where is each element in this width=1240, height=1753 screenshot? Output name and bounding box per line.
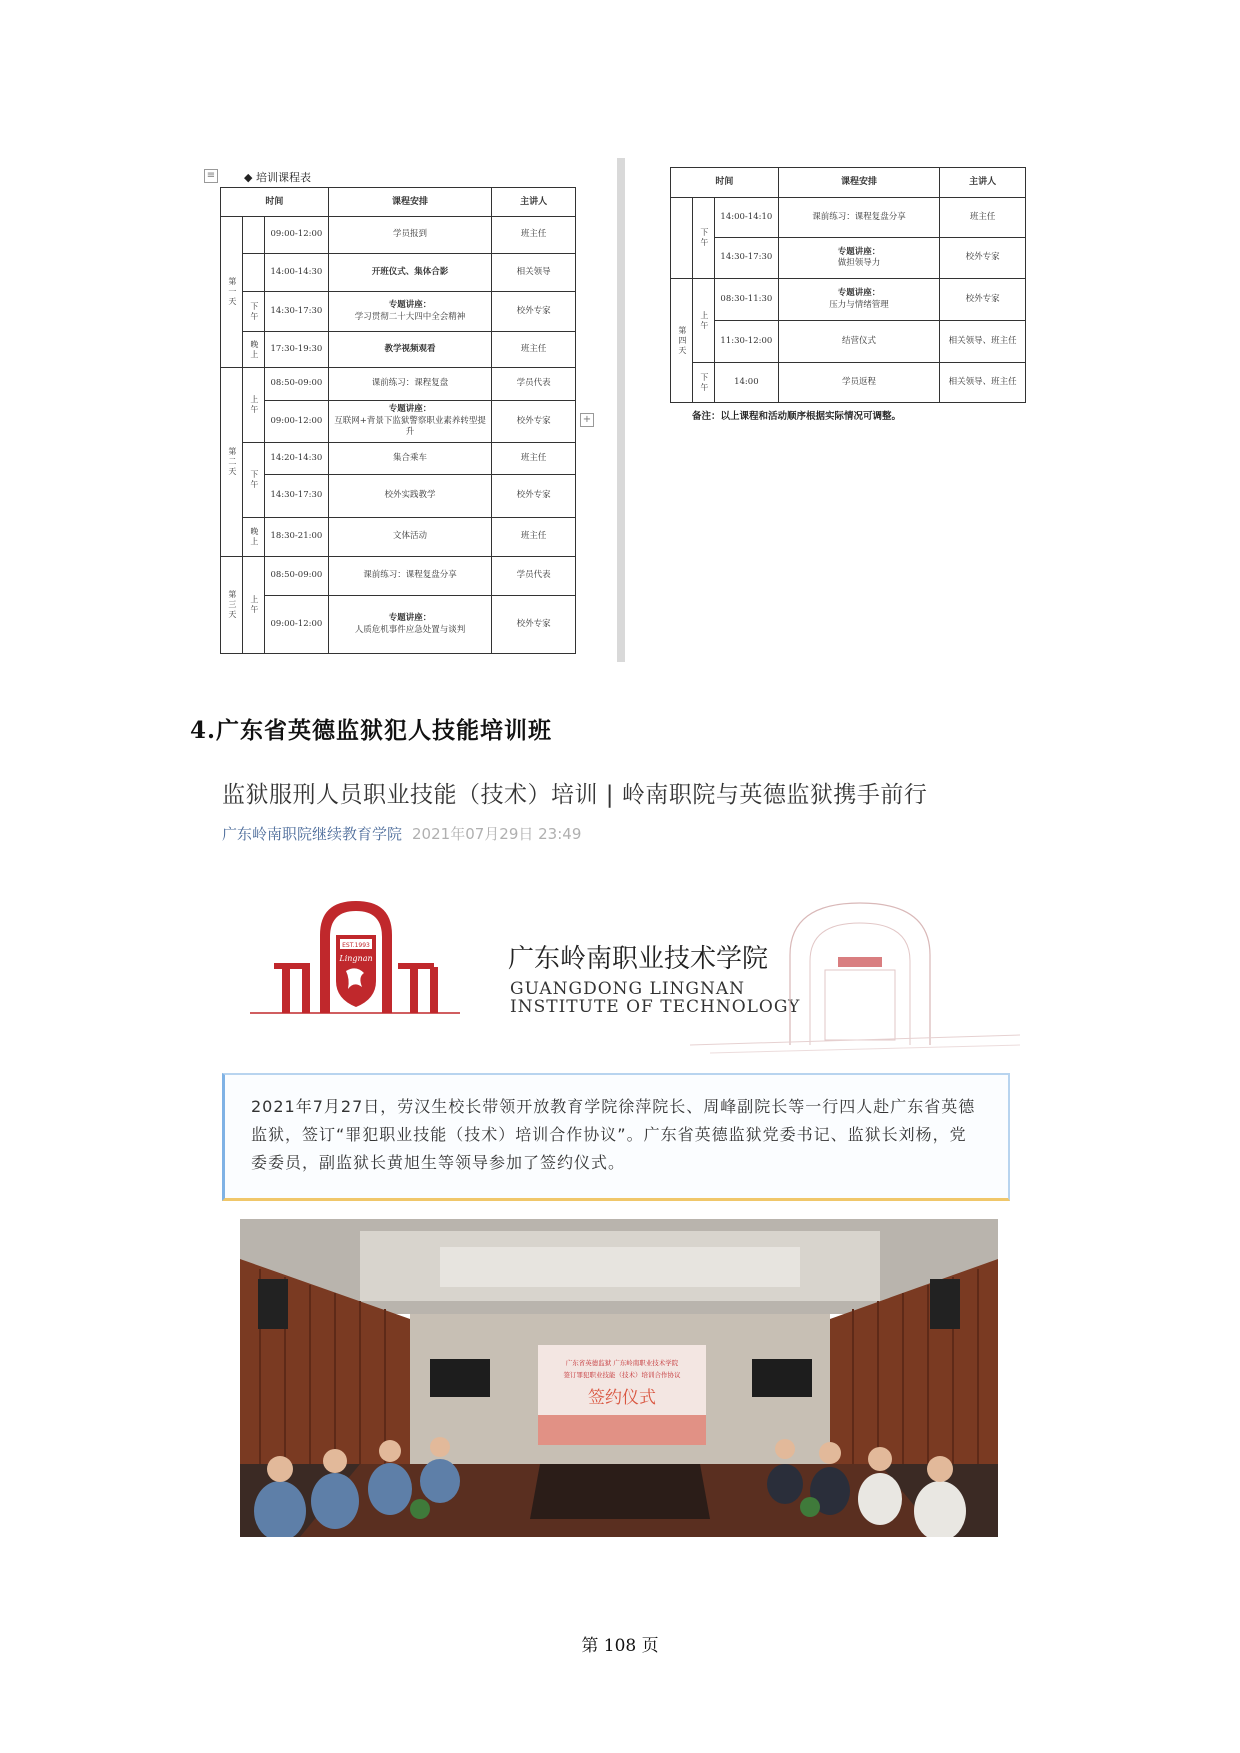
table-row <box>671 321 1026 363</box>
logo-name: Lingnan <box>339 954 373 963</box>
course-cell: 文体活动 <box>328 518 491 557</box>
speaker-cell: 学员代表 <box>492 368 576 401</box>
school-banner <box>250 895 1020 1060</box>
course-cell: 校外实践教学 <box>328 475 491 518</box>
course-cell: 教学视频观看 <box>328 332 491 368</box>
course-cell: 课前练习：课程复盘 <box>328 368 491 401</box>
header-speaker: 主讲人 <box>492 188 576 217</box>
article-source-link[interactable]: 广东岭南职院继续教育学院 <box>222 825 403 843</box>
course-text: 做担领导力 <box>837 258 881 268</box>
course-text: 互联网+背景下监狱警察职业素养转型提升 <box>334 415 486 438</box>
period-cell: 下午 <box>699 228 709 248</box>
article-date: 2021年07月29日 23:49 <box>412 825 582 843</box>
speaker-cell: 校外专家 <box>940 279 1026 321</box>
table-row <box>671 363 1026 403</box>
time-cell: 14:30-17:30 <box>264 292 328 332</box>
speaker-cell: 学员代表 <box>492 557 576 596</box>
time-cell: 09:00-12:00 <box>264 596 328 654</box>
screen-main-text: 签约仪式 <box>588 1388 656 1408</box>
course-cell: 课前练习：课程复盘分享 <box>778 198 939 238</box>
course-title: 专题讲座： <box>388 613 432 624</box>
course-cell <box>328 292 491 332</box>
banner-school-en-1: GUANGDONG LINGNAN <box>510 979 746 999</box>
period-cell: 下午 <box>249 470 259 490</box>
course-cell <box>328 596 491 654</box>
day-cell: 第四天 <box>671 279 693 403</box>
header-time: 时间 <box>671 168 779 198</box>
time-cell: 08:50-09:00 <box>264 557 328 596</box>
speaker-cell: 相关领导 <box>492 254 576 292</box>
ceremony-photo <box>240 1219 998 1537</box>
period-cell: 上午 <box>249 595 259 615</box>
header-time: 时间 <box>221 188 329 217</box>
course-title: 专题讲座： <box>388 300 432 311</box>
course-cell <box>778 238 939 279</box>
time-cell: 08:30-11:30 <box>714 279 778 321</box>
table-row <box>221 443 576 475</box>
table-row <box>221 518 576 557</box>
period-cell: 晚上 <box>249 527 259 547</box>
time-cell: 14:20-14:30 <box>264 443 328 475</box>
header-course: 课程安排 <box>778 168 939 198</box>
course-cell: 学员返程 <box>778 363 939 403</box>
day-cell: 第二天 <box>221 368 243 557</box>
speaker-cell: 班主任 <box>940 198 1026 238</box>
table-row <box>221 596 576 654</box>
period-cell: 上午 <box>699 310 709 331</box>
speaker-cell: 校外专家 <box>492 475 576 518</box>
speaker-cell: 班主任 <box>492 443 576 475</box>
time-cell: 17:30-19:30 <box>264 332 328 368</box>
table-row <box>221 217 576 254</box>
school-logo-icon <box>250 895 1020 1060</box>
course-cell: 结营仪式 <box>778 321 939 363</box>
period-cell: 下午 <box>249 301 259 322</box>
screen-line-1: 广东省英德监狱 广东岭南职业技术学院 <box>565 1359 679 1367</box>
section-heading: 4.广东省英德监狱犯人技能培训班 <box>190 717 553 744</box>
course-title: 专题讲座： <box>837 246 881 257</box>
speaker-cell: 校外专家 <box>492 292 576 332</box>
time-cell: 09:00-12:00 <box>264 217 328 254</box>
table-row <box>671 279 1026 321</box>
table-row <box>221 332 576 368</box>
time-cell: 11:30-12:00 <box>714 321 778 363</box>
course-cell: 学员报到 <box>328 217 491 254</box>
table-row <box>671 198 1026 238</box>
table-row <box>221 401 576 443</box>
course-cell <box>778 279 939 321</box>
collapse-toggle-icon[interactable]: ≡ <box>204 169 218 183</box>
page-number: 第 108 页 <box>581 1636 659 1656</box>
speaker-cell: 班主任 <box>492 518 576 557</box>
period-cell: 晚上 <box>249 339 259 360</box>
speaker-cell: 校外专家 <box>940 238 1026 279</box>
course-title: 专题讲座： <box>837 288 881 299</box>
speaker-cell: 班主任 <box>492 217 576 254</box>
page-gutter <box>617 158 625 662</box>
time-cell: 18:30-21:00 <box>264 518 328 557</box>
logo-year: EST.1993 <box>342 942 370 949</box>
course-cell: 集合乘车 <box>328 443 491 475</box>
time-cell: 08:50-09:00 <box>264 368 328 401</box>
table-caption <box>244 169 311 185</box>
table-row <box>221 254 576 292</box>
time-cell: 14:00-14:10 <box>714 198 778 238</box>
course-cell: 开班仪式、集体合影 <box>328 254 491 292</box>
bullet-icon: ◆ <box>244 171 256 184</box>
time-cell: 14:30-17:30 <box>714 238 778 279</box>
article-meta <box>222 823 581 844</box>
article-quote: 2021年7月27日，劳汉生校长带领开放教育学院徐萍院长、周峰副院长等一行四人赴广东省英德监狱，签订“罪犯职业技能（技术）培训合作协议”。广东省英德监狱党委书记、监狱长刘杨，党委委员，副监狱长黄旭生等领导参加了签约仪式。 <box>222 1073 1010 1201</box>
course-cell: 课前练习：课程复盘分享 <box>328 557 491 596</box>
table-row <box>221 557 576 596</box>
course-text: 人质危机事件应急处置与谈判 <box>354 624 466 635</box>
speaker-cell: 相关领导、班主任 <box>940 321 1026 363</box>
table-row <box>221 368 576 401</box>
time-cell: 14:00-14:30 <box>264 254 328 292</box>
article-title: 监狱服刑人员职业技能（技术）培训 | 岭南职院与英德监狱携手前行 <box>222 782 928 808</box>
table-row <box>221 475 576 518</box>
speaker-cell: 相关领导、班主任 <box>940 363 1026 403</box>
period-cell: 上午 <box>249 395 259 415</box>
banner-school-en-2: INSTITUTE OF TECHNOLOGY <box>510 997 801 1017</box>
course-text: 压力与情绪管理 <box>829 299 889 310</box>
speaker-cell: 班主任 <box>492 332 576 368</box>
header-course: 课程安排 <box>328 188 491 217</box>
speaker-cell: 校外专家 <box>492 401 576 443</box>
banner-school-cn: 广东岭南职业技术学院 <box>508 944 769 974</box>
table-note: 备注：以上课程和活动顺序根据实际情况可调整。 <box>692 411 902 422</box>
time-cell: 14:30-17:30 <box>264 475 328 518</box>
course-cell <box>328 401 491 443</box>
speaker-cell: 校外专家 <box>492 596 576 654</box>
screen-line-2: 签订罪犯职业技能（技术）培训合作协议 <box>563 1371 681 1379</box>
meeting-room-illustration <box>240 1219 998 1537</box>
schedule-table-right <box>670 167 1026 403</box>
course-text: 学习贯彻二十大四中全会精神 <box>354 311 466 322</box>
day-cell: 第三天 <box>221 557 243 654</box>
period-cell: 下午 <box>699 372 709 393</box>
table-row <box>671 238 1026 279</box>
header-speaker: 主讲人 <box>940 168 1026 198</box>
schedule-table-left <box>220 187 576 654</box>
expand-plus-icon[interactable]: + <box>580 413 594 427</box>
time-cell: 09:00-12:00 <box>264 401 328 443</box>
table-row <box>221 292 576 332</box>
time-cell: 14:00 <box>714 363 778 403</box>
table-caption-text: 培训课程表 <box>255 171 311 184</box>
day-cell: 第一天 <box>221 217 243 368</box>
day-cell <box>671 198 693 279</box>
course-title: 专题讲座： <box>388 404 432 415</box>
